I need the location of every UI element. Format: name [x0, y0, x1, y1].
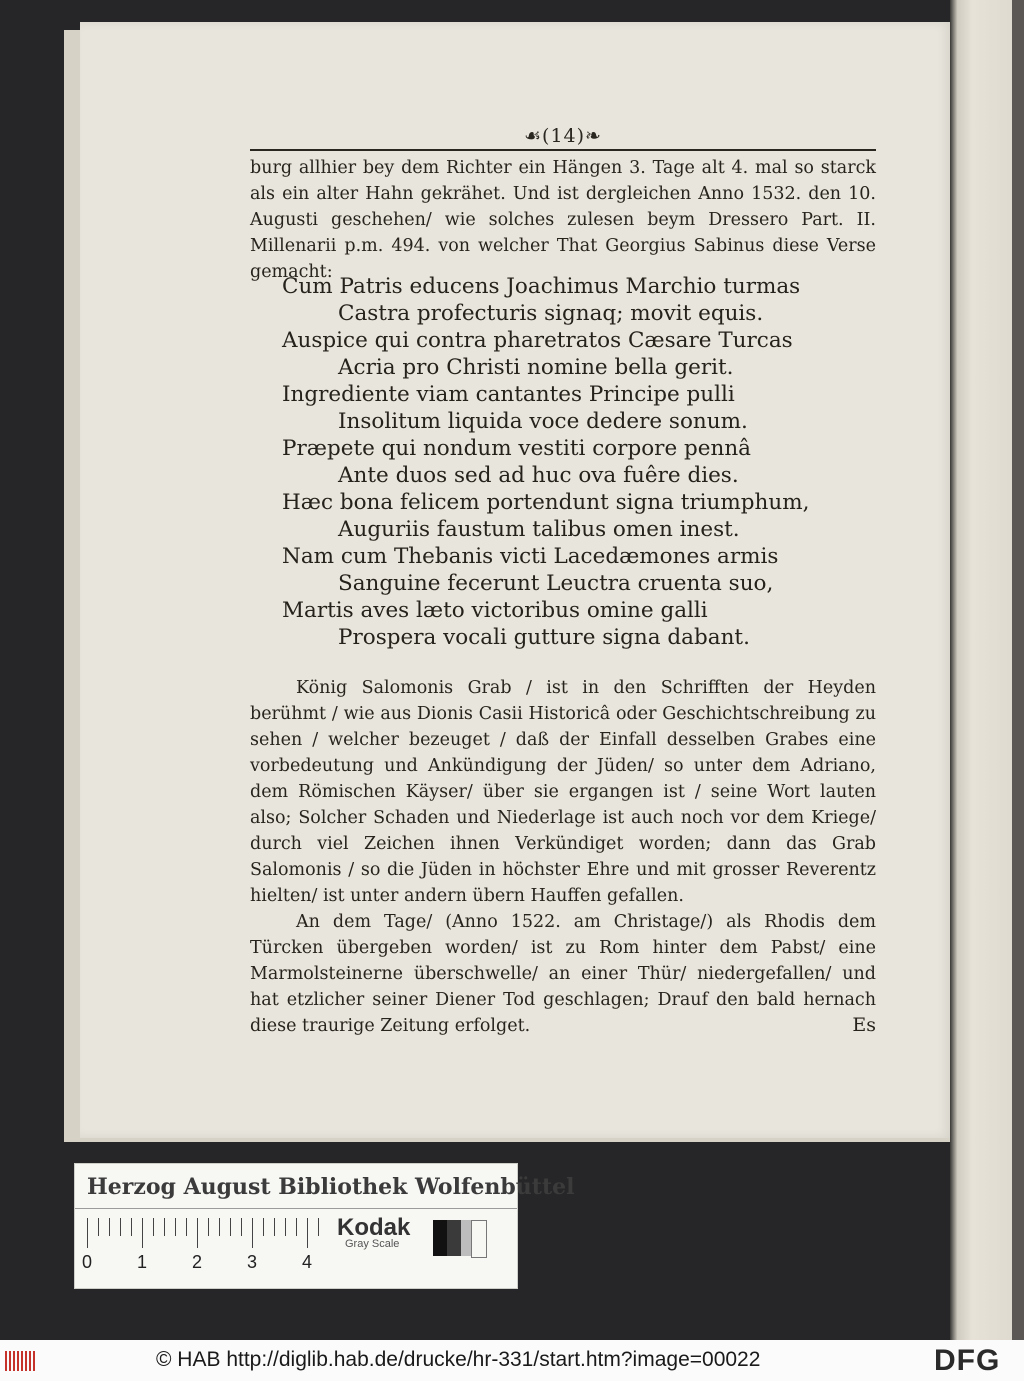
ruler-number: 2: [192, 1252, 203, 1272]
verse-line: Auspice qui contra pharetratos Cæsare Turcas: [282, 328, 793, 353]
verse-line: Ante duos sed ad huc ova fuêre dies.: [338, 463, 739, 488]
gray-swatch-white: [471, 1220, 487, 1258]
paragraph-rhodis: An dem Tage/ (Anno 1522. am Christage/) als Rhodis dem Türcken übergeben worden/ ist zu Rom hinter dem Pabst/ eine Marmolsteinerne überschwelle/ an einer Thür/ niedergefallen/ und hat etzlicher seiner Diener Tod geschlagen; Drauf den bald hernach diese traurige Zeitung erfolget.: [250, 912, 876, 1036]
verse-line: Cum Patris educens Joachimus Marchio turmas: [282, 274, 801, 299]
gray-swatch-light: [461, 1220, 471, 1256]
verse-line: Præpete qui nondum vestiti corpore pennâ: [282, 436, 752, 461]
verse-line: Auguriis faustum talibus omen inest.: [338, 517, 740, 542]
ruler-ticks: [87, 1218, 327, 1254]
verse-line: Nam cum Thebanis victi Lacedæmones armis: [282, 544, 779, 569]
barcode-library-icon: [4, 1348, 36, 1374]
kodak-logo: Kodak: [337, 1214, 411, 1241]
opening-text: [250, 155, 876, 285]
body-text: [250, 675, 876, 1039]
verse-line: Insolitum liquida voce dedere sonum.: [338, 409, 748, 434]
ruler-numbers: [82, 1252, 337, 1276]
ruler-number: 3: [247, 1252, 258, 1272]
book-spine-shadow: [1012, 0, 1024, 1340]
gray-scale-label: Gray Scale: [345, 1238, 400, 1250]
catchword: Es: [852, 1014, 876, 1036]
verse-line: Martis aves læto victoribus omine galli: [282, 598, 708, 623]
page-header: ☙(14)❧: [524, 125, 602, 147]
verse-line: Prospera vocali gutture signa dabant.: [338, 625, 750, 650]
color-reference-card: [74, 1163, 575, 1289]
header-rule: [250, 149, 876, 151]
verse-line: Castra profecturis signaq; movit equis.: [338, 301, 764, 326]
ruler-number: 4: [302, 1252, 313, 1272]
footer-bar: [0, 1340, 1024, 1381]
card-divider: [75, 1208, 517, 1209]
verse-line: Sanguine fecerunt Leuctra cruenta suo,: [338, 571, 774, 596]
ruler-number: 0: [82, 1252, 93, 1272]
gray-swatch-dark: [447, 1220, 461, 1256]
verse-line: Hæc bona felicem portendunt signa triumphum,: [282, 490, 810, 515]
verse-line: Ingrediente viam cantantes Principe pulli: [282, 382, 735, 407]
latin-verse: [282, 273, 882, 651]
paragraph-salomon: König Salomonis Grab / ist in den Schrifften der Heyden berühmt / wie aus Dionis Casii Historicâ oder Geschichtschreibung zu sehen / welcher bezeuget / daß der Einfall desselben Grabes eine vorbedeutung und Ankündigung der Jüden/ so unter dem Adriano, dem Römischen Käyser/ über sie ergangen ist / seine Wort lauten also; Solcher Schaden und Niederlage ist auch noch vor dem Kriege/ durch viel Zeichen ihnen Verkündiget worden; dann das Grab Salomonis / so die Jüden in höchster Ehre und mit grosser Reverentz hielten/ ist unter andern übern Hauffen gefallen.: [250, 678, 876, 906]
verse-line: Acria pro Christi nomine bella gerit.: [338, 355, 734, 380]
copyright-link[interactable]: © HAB http://diglib.hab.de/drucke/hr-331/start.htm?image=00022: [156, 1348, 761, 1371]
ruler-number: 1: [137, 1252, 148, 1272]
gray-swatch-black: [433, 1220, 447, 1256]
opening-paragraph: burg allhier bey dem Richter ein Hängen 3. Tage alt 4. mal so starck als ein alter Hahn gekrähet. Und ist dergleichen Anno 1532. den 10. Augusti geschehen/ wie solches zulesen beym Dressero Part. II. Millenarii p.m. 494. von welcher That Georgius Sabinus diese Verse gemacht:: [250, 158, 876, 282]
dfg-logo: DFG: [934, 1344, 1001, 1377]
library-title: Herzog August Bibliothek Wolfenbüttel: [87, 1174, 575, 1200]
